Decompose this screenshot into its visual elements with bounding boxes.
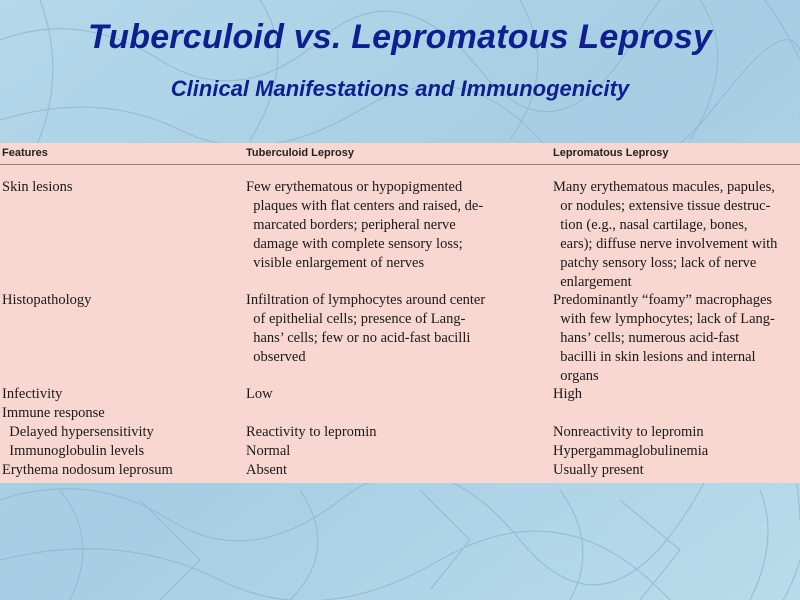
lepromatous-histopathology: Predominantly “foamy” macrophages with few lymphocytes; lack of Lang- hans’ cells; numerous acid-fast bacilli in skin lesions and internal organs xyxy=(553,292,775,384)
lepromatous-skin-lesions: Many erythematous macules, papules, or nodules; extensive tissue destruc- tion (e.g., nasal cartilage, bones, ears); diffuse nerve involvement with patchy sensory loss; lack of nerve enlargement xyxy=(553,179,778,290)
lepromatous-infectivity: High xyxy=(553,386,582,402)
page-subtitle: Clinical Manifestations and Immunogenicity xyxy=(170,76,630,101)
tuberculoid-histopathology: Infiltration of lymphocytes around center of epithelial cells; presence of Lang- hans’ cells; few or no acid-fast bacilli observed xyxy=(246,292,486,365)
comparison-table xyxy=(0,143,800,483)
feature-delayed-hypersensitivity: Delayed hypersensitivity xyxy=(2,424,154,440)
header-features: Features xyxy=(2,147,48,159)
header-lepromatous: Lepromatous Leprosy xyxy=(553,147,669,159)
tuberculoid-skin-lesions: Few erythematous or hypopigmented plaques with flat centers and raised, de- marcated borders; peripheral nerve damage with complete sensory loss; visible enlargement of nerves xyxy=(246,179,484,271)
tuberculoid-infectivity: Low xyxy=(246,386,273,402)
feature-immunoglobulin-levels: Immunoglobulin levels xyxy=(2,443,145,459)
feature-infectivity: Infectivity xyxy=(2,386,63,402)
header-tuberculoid: Tuberculoid Leprosy xyxy=(246,147,354,159)
page-title: Tuberculoid vs. Lepromatous Leprosy xyxy=(87,18,713,56)
feature-skin-lesions: Skin lesions xyxy=(2,179,73,195)
lepromatous-immunoglobulin-levels: Hypergammaglobulinemia xyxy=(553,443,709,459)
tuberculoid-delayed-hypersensitivity: Reactivity to lepromin xyxy=(246,424,377,440)
lepromatous-delayed-hypersensitivity: Nonreactivity to lepromin xyxy=(553,424,704,440)
header-divider xyxy=(0,164,800,165)
feature-immune-response: Immune response xyxy=(2,405,105,421)
tuberculoid-immunoglobulin-levels: Normal xyxy=(246,443,291,459)
tuberculoid-erythema-nodosum: Absent xyxy=(246,462,288,478)
feature-erythema-nodosum: Erythema nodosum leprosum xyxy=(2,462,173,478)
feature-histopathology: Histopathology xyxy=(2,292,92,308)
lepromatous-erythema-nodosum: Usually present xyxy=(553,462,644,478)
